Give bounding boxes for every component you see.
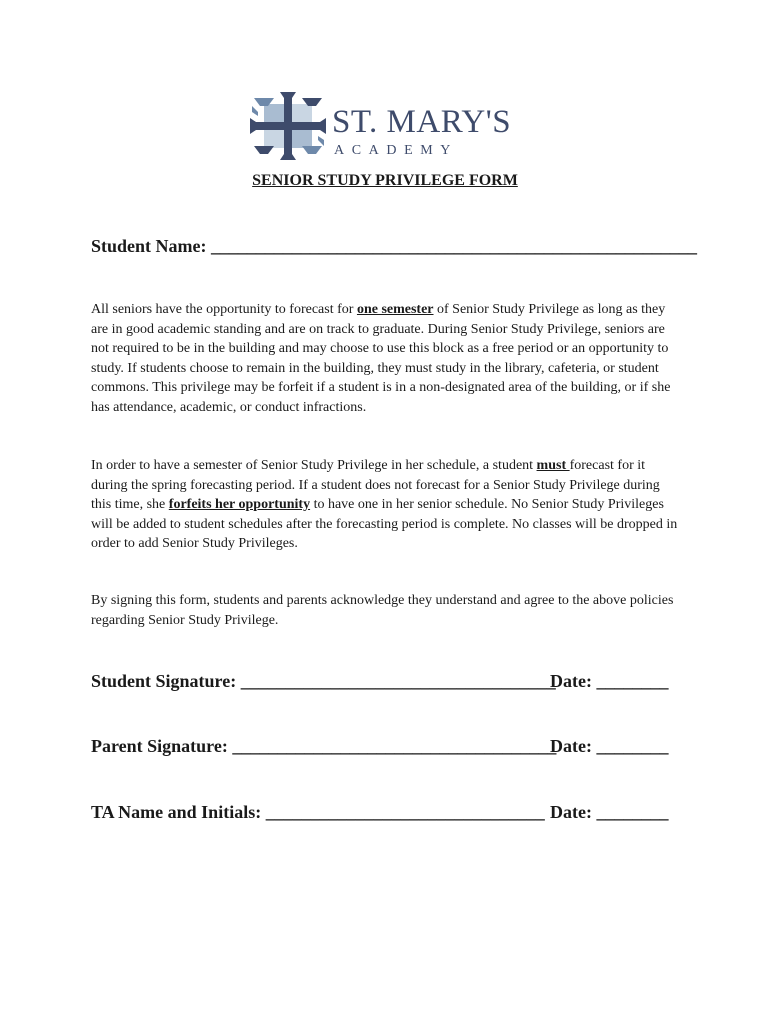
logo-school-subtitle: ACADEMY: [334, 143, 458, 158]
school-logo: [250, 92, 525, 160]
must-emphasis: must: [536, 458, 570, 473]
paragraph-eligibility-text-2: of Senior Study Privilege as long as they are in good academic standing and are on track to graduate. During Senior Study Privilege, seniors are not required to be in the building and may choose to use this block as a free period or an opportunity to study. If students choose to remain in the building, they must study in the library, cafeteria, or student commons. This privilege may be forfeit if a student is in a non-designated area of the building, or if she has attendance, academic, or conduct infractions.: [91, 302, 671, 415]
paragraph-forecast-text-1: In order to have a semester of Senior Study Privilege in her schedule, a student: [91, 458, 537, 473]
paragraph-forecast: [91, 456, 683, 554]
paragraph-forecast-text-3: to have one in her senior schedule. No Senior Study Privileges will be added to student schedules after the forecasting period is complete. No classes will be dropped in order to add Senior Study Privileges.: [91, 497, 678, 551]
student-signature-row: [91, 671, 691, 692]
student-signature-field[interactable]: Student Signature: ___________________________________: [91, 671, 556, 691]
parent-signature-row: [91, 736, 691, 757]
paragraph-eligibility-text-1: All seniors have the opportunity to forecast for: [91, 302, 357, 317]
forfeits-emphasis: forfeits her opportunity: [168, 497, 311, 512]
ta-date-field[interactable]: Date: ________: [550, 802, 669, 822]
student-name-field[interactable]: Student Name: ______________________________________________________: [91, 236, 697, 256]
cross-emblem-icon: [250, 92, 326, 160]
paragraph-eligibility: [91, 300, 683, 417]
ta-name-initials-field[interactable]: TA Name and Initials: _______________________________: [91, 802, 545, 822]
student-date-field[interactable]: Date: ________: [550, 671, 669, 691]
form-title: SENIOR STUDY PRIVILEGE FORM: [252, 172, 518, 189]
paragraph-acknowledgement: By signing this form, students and parents acknowledge they understand and agree to the above policies regarding Senior Study Privilege.: [91, 593, 674, 628]
paragraph-forecast-text-2: forecast for it during the spring forecasting period. If a student does not forecast for a Senior Study Privilege during this time, she: [91, 458, 660, 512]
parent-date-field[interactable]: Date: ________: [550, 736, 669, 756]
ta-initials-row: [91, 802, 691, 823]
logo-school-name: ST. MARY'S: [332, 104, 512, 140]
parent-signature-field[interactable]: Parent Signature: ____________________________________: [91, 736, 557, 756]
one-semester-emphasis: one semester: [356, 302, 434, 317]
